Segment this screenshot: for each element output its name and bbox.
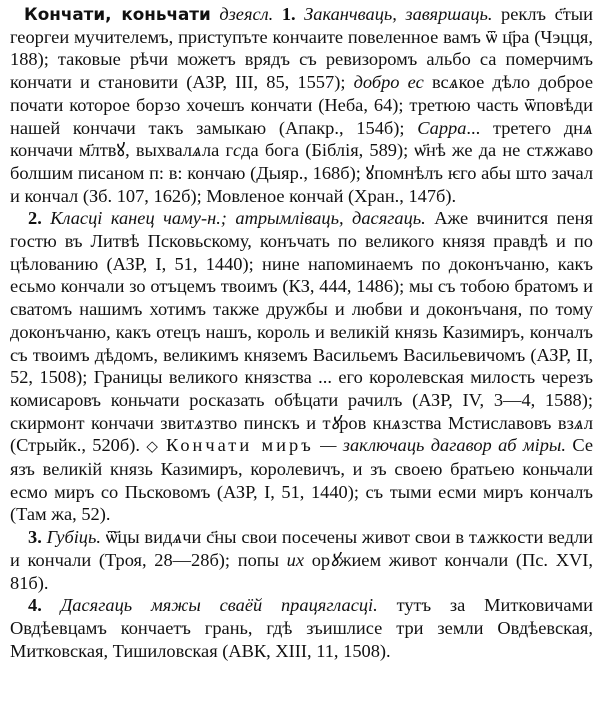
italic-text-run: ѧ [583,117,593,138]
phrase-gloss: — заключаць дагавор аб міры. [313,435,566,456]
italic-text-run: ꙋ [330,412,340,433]
sense-gloss-4: Дасягаць мяжы сваёй працягласці. [60,595,378,616]
italic-text-run: ѧ [172,527,183,548]
text-run: л (Стрыйк., 520б). [10,412,594,456]
text-run: зства Мстиславовъ вз [401,412,574,433]
text-run: жием живот кончали (Пс. XVI, 81б). [10,549,593,593]
text-run: ѿ҃цы вид [100,527,173,548]
text-run: ор [304,549,331,570]
italic-text-run: их [286,549,305,570]
italic-text-run: ѫ [542,140,555,161]
text-run: ... третего дн [466,117,584,138]
sense-number-2: 2. [28,208,42,229]
language-label: дзеясл. [219,4,274,24]
sense-number-4: 4. [28,595,42,616]
italic-text-run: Сарра [417,117,467,138]
sense-gloss-3: Губіць. [46,527,101,548]
italic-text-run: добро ес [353,72,424,93]
sense-text-1 [10,4,593,206]
text-run: ла г [201,140,233,161]
text-run: жкости ведли и кончали (Троя, 28—28б); попы [10,527,593,570]
italic-text-run: ѧ [448,72,459,93]
text-run: чи с҃ны свои посечены живот свои в т [182,527,477,548]
sense-number-1: 1. [281,4,296,24]
italic-text-run: ѧ [573,412,584,433]
italic-text-run: с [233,140,242,161]
text-run: зтво пинскъ и т [204,412,331,433]
text-run: ров кн [339,412,392,433]
entry-headword: Кончати, коньчати [24,4,211,24]
italic-text-run: ѧ [194,412,205,433]
text-run: реклъ с҃тыи георгеи мучителемъ, приступъте кончаите повеленное вамъ ѿ ц҃ра (Чэцця, 188); таковые рѣчи можетъ врядъ съ ревизоромъ альбо са померчимъ кончати и становити (АЗР, III, 85, 1557); [10,4,593,93]
sense-text-2 [10,208,593,455]
text-run: Се язъ великій князь Казимиръ, королевичъ, и зъ своею братьею коньчали есмо миръ со Пьсковомъ (АЗР, I, 51, 1440); съ тыми есми миръ кончалъ (Там жа, 52). [10,435,594,525]
italic-text-run: ѧ [476,527,487,548]
italic-text-run: ѧ [391,412,402,433]
text-run: кончачи м҃лтвꙋ, выхвал [10,140,193,161]
text-run: вс [423,72,449,93]
entry-sense-4 [10,594,593,662]
text-run: жаво болшим писаном п: в: кончаю (Дыяр., 168б); ꙋпомнѣлъ ѥго абы што зачал и кончал (Зб. 107, 162б); Мовленое кончай (Хран., 147б). [10,140,594,206]
italic-text-run: ѧ [192,140,202,161]
sense-gloss-2: Класці канец чаму-н.; атрымліваць, дасягаць. [50,208,426,229]
text-run: тутъ за Митковичами Овдѣевцамъ кончаетъ грань, гдѣ зъишлисе три земли Овдѣевская, Митковская, Тишиловская (АВК, XIII, 11, 1508). [10,595,593,661]
diamond-icon: ◇ [146,437,160,456]
text-run: да бога (Біблія, 589); ѡ҃нѣ же да не ст [241,140,543,161]
entry-sense-3 [10,526,593,594]
italic-text-run: ꙋ [330,549,339,570]
sense-gloss-1: Заканчваць, завяршаць. [304,4,493,24]
entry-sense-2 [10,207,593,526]
sense-number-3: 3. [28,527,42,548]
phrase-headword: Кончати миръ [165,435,314,456]
text-run: Аже вчинится пеня гостю въ Литвѣ Псковьскому, конъчать по великого князя правдѣ и по цѣлованию (АЗР, I, 51, 1440); нине напоминаемъ по доконъчаню, какъ есьмо кончали зо отъцемъ твоимъ (КЗ, 444, 1486); мы съ тобою братомъ и сватомъ нашимъ хотимъ также дружбы и любви и доконъчаня, по тому доконъчаню, какъ отецъ нашъ, король и великій князь Казимиръ, кончалъ съ твоимъ дѣдомъ, великимъ княземъ Васильемъ Васильевичомъ (АЗР, II, 52, 1508); Границы великого князства ... его королевская милость черезъ комисаровъ коньчати росказать обѣцати рачилъ (АЗР, IV, 3—4, 1588); скирмонт кончачи звит [10,208,593,433]
entry-sense-1 [10,3,593,207]
text-run: кое дѣло доброе почати которое борзо хочешъ кончати (Неба, 64); третюю часть ѿповѣди нашей кончачи такъ замыкаю (Апакр., 154б); [10,72,593,138]
